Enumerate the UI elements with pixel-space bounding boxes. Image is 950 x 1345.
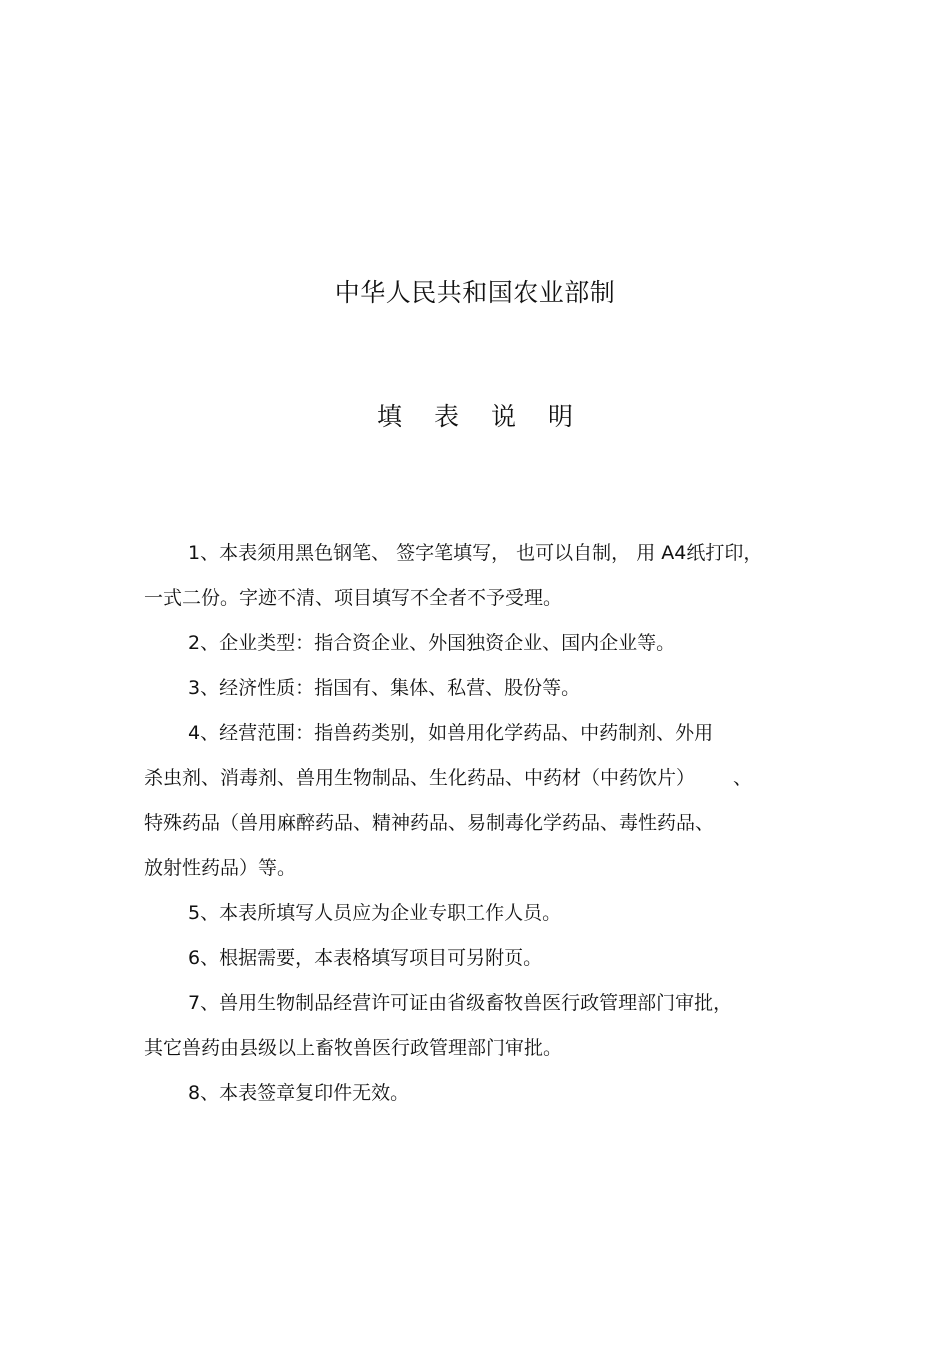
- instructions-body: [144, 536, 814, 1121]
- instruction-line: [144, 806, 814, 851]
- line-text: 特殊药品（兽用麻醉药品、精神药品、易制毒化学药品、毒性药品、: [144, 812, 715, 834]
- instruction-line: [144, 986, 814, 1031]
- line-text: 4、经营范围：指兽药类别，如兽用化学药品、中药制剂、外用: [188, 722, 714, 744]
- instruction-line: [144, 716, 814, 761]
- line-text: 2、企业类型：指合资企业、外国独资企业、国内企业等。: [188, 632, 676, 654]
- heading-char: 填: [376, 402, 402, 431]
- line-text: 3、经济性质：指国有、集体、私营、股份等。: [188, 677, 581, 699]
- issuer-line: 中华人民共和国农业部制: [334, 278, 616, 307]
- instruction-line: [144, 1031, 814, 1076]
- instruction-line: [144, 896, 814, 941]
- instruction-line: [144, 626, 814, 671]
- line-tail: 、: [733, 767, 753, 789]
- heading-char: 表: [433, 402, 459, 431]
- heading-char: 说: [491, 402, 517, 431]
- line-text: 8、本表签章复印件无效。: [188, 1082, 410, 1104]
- instruction-line: [144, 536, 814, 581]
- instruction-line: [144, 671, 814, 716]
- heading-char: 明: [548, 402, 574, 431]
- line-text: 5、本表所填写人员应为企业专职工作人员。: [188, 902, 562, 924]
- line-text: 杀虫剂、消毒剂、兽用生物制品、生化药品、中药材（中药饮片）: [144, 767, 696, 789]
- line-text: 1、本表须用黑色钢笔、 签字笔填写， 也可以自制， 用 A4纸打印，: [188, 542, 763, 564]
- line-text: 其它兽药由县级以上畜牧兽医行政管理部门审批。: [144, 1037, 563, 1059]
- instruction-line: [144, 941, 814, 986]
- line-text: 6、根据需要，本表格填写项目可另附页。: [188, 947, 543, 969]
- instruction-line: [144, 761, 814, 806]
- line-text: 放射性药品）等。: [144, 857, 297, 879]
- instruction-line: [144, 851, 814, 896]
- instruction-line: [144, 581, 814, 626]
- section-heading: [0, 400, 950, 434]
- line-text: 7、兽用生物制品经营许可证由省级畜牧兽医行政管理部门审批，: [188, 992, 733, 1014]
- instruction-line: [144, 1076, 814, 1121]
- line-text: 一式二份。字迹不清、项目填写不全者不予受理。: [144, 587, 563, 609]
